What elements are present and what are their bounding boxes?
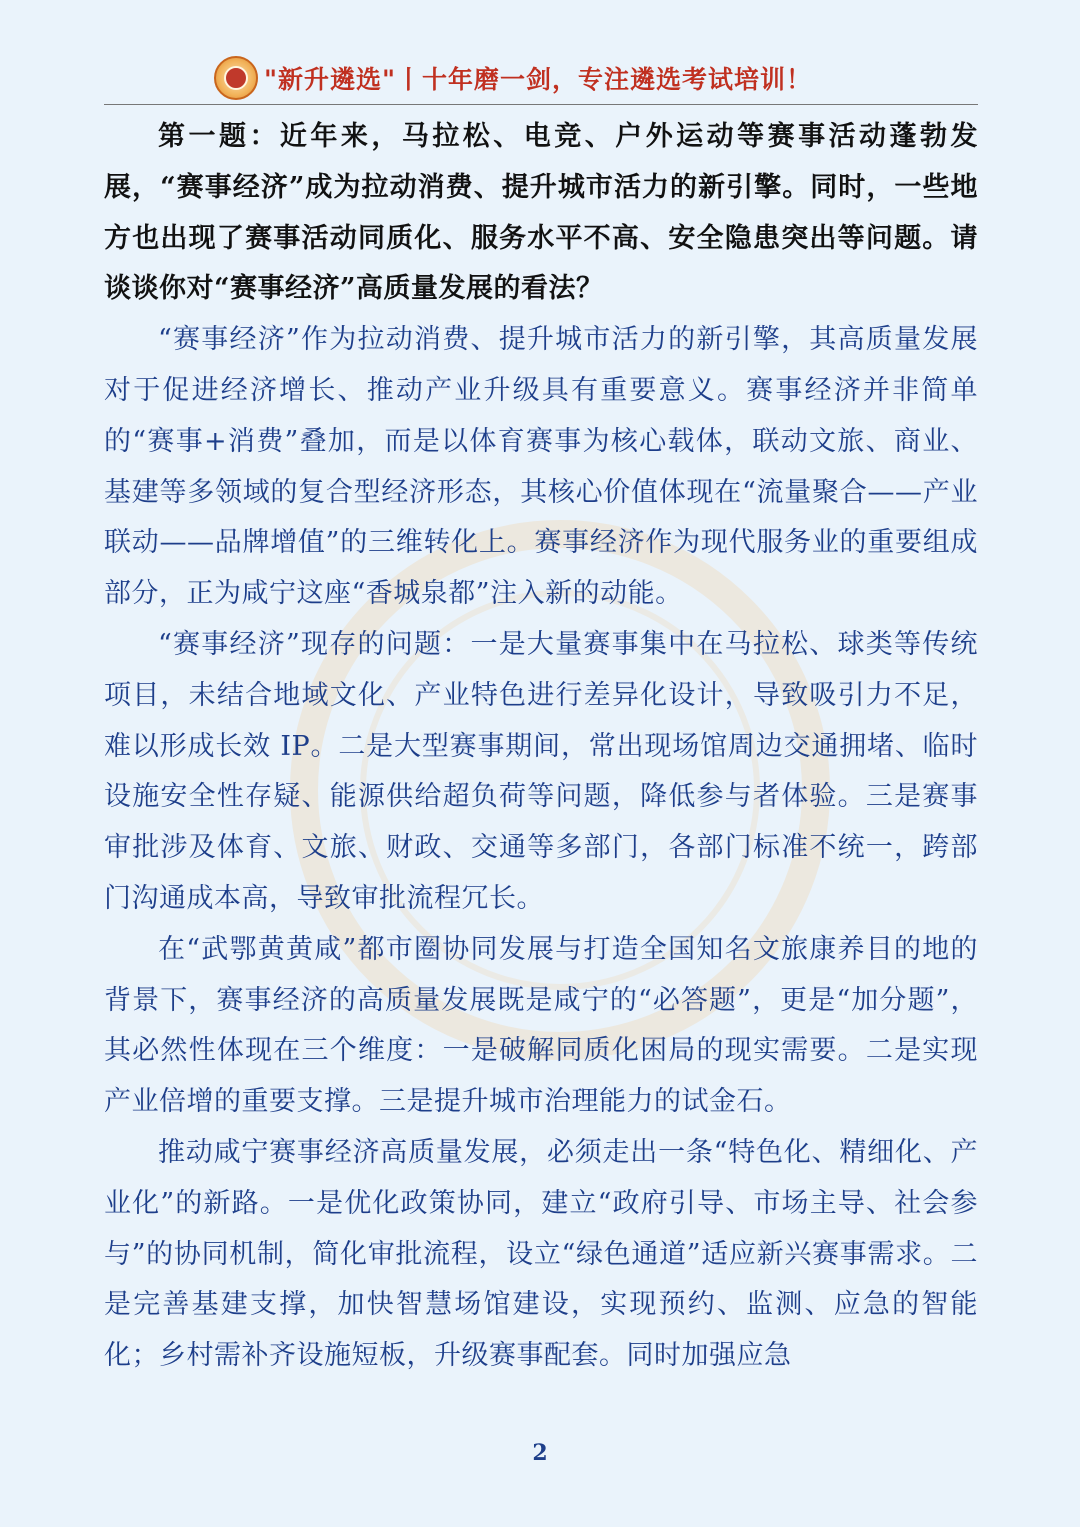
answer-paragraph-1: “赛事经济”作为拉动消费、提升城市活力的新引擎，其高质量发展对于促进经济增长、推动产业升级具有重要意义。赛事经济并非简单的“赛事+消费”叠加，而是以体育赛事为核心载体，联动文旅、商业、基建等多领域的复合型经济形态，其核心价值体现在“流量聚合——产业联动——品牌增值”的三维转化上。赛事经济作为现代服务业的重要组成部分，正为咸宁这座“香城泉都”注入新的动能。 bbox=[104, 324, 978, 610]
page-header bbox=[104, 52, 978, 105]
question-paragraph: 第一题：近年来，马拉松、电竞、户外运动等赛事活动蓬勃发展，“赛事经济”成为拉动消费、提升城市活力的新引擎。同时，一些地方也出现了赛事活动同质化、服务水平不高、安全隐患突出等问题。请谈谈你对“赛事经济”高质量发展的看法？ bbox=[104, 121, 978, 305]
answer-paragraph-3: 在“武鄂黄黄咸”都市圈协同发展与打造全国知名文旅康养目的地的背景下，赛事经济的高质量发展既是咸宁的“必答题”，更是“加分题”，其必然性体现在三个维度：一是破解同质化困局的现实需要。二是实现产业倍增的重要支撑。三是提升城市治理能力的试金石。 bbox=[104, 933, 978, 1118]
institution-seal-icon bbox=[214, 56, 258, 100]
document-body bbox=[104, 112, 978, 1382]
logo-mark bbox=[224, 66, 248, 90]
page-number: 2 bbox=[532, 1440, 548, 1466]
answer-paragraph-2: “赛事经济”现存的问题：一是大量赛事集中在马拉松、球类等传统项目，未结合地域文化、产业特色进行差异化设计，导致吸引力不足，难以形成长效 IP。二是大型赛事期间，常出现场馆周边交通拥堵、临时设施安全性存疑、能源供给超负荷等问题，降低参与者体验。三是赛事审批涉及体育、文旅、财政、交通等多部门，各部门标准不统一，跨部门沟通成本高，导致审批流程冗长。 bbox=[104, 628, 978, 914]
header-title: "新升遴选"丨十年磨一剑，专注遴选考试培训！ bbox=[264, 65, 813, 94]
answer-paragraph-4: 推动咸宁赛事经济高质量发展，必须走出一条“特色化、精细化、产业化”的新路。一是优化政策协同，建立“政府引导、市场主导、社会参与”的协同机制，简化审批流程，设立“绿色通道”适应新兴赛事需求。二是完善基建支撑，加快智慧场馆建设，实现预约、监测、应急的智能化；乡村需补齐设施短板，升级赛事配套。同时加强应急 bbox=[104, 1136, 978, 1372]
